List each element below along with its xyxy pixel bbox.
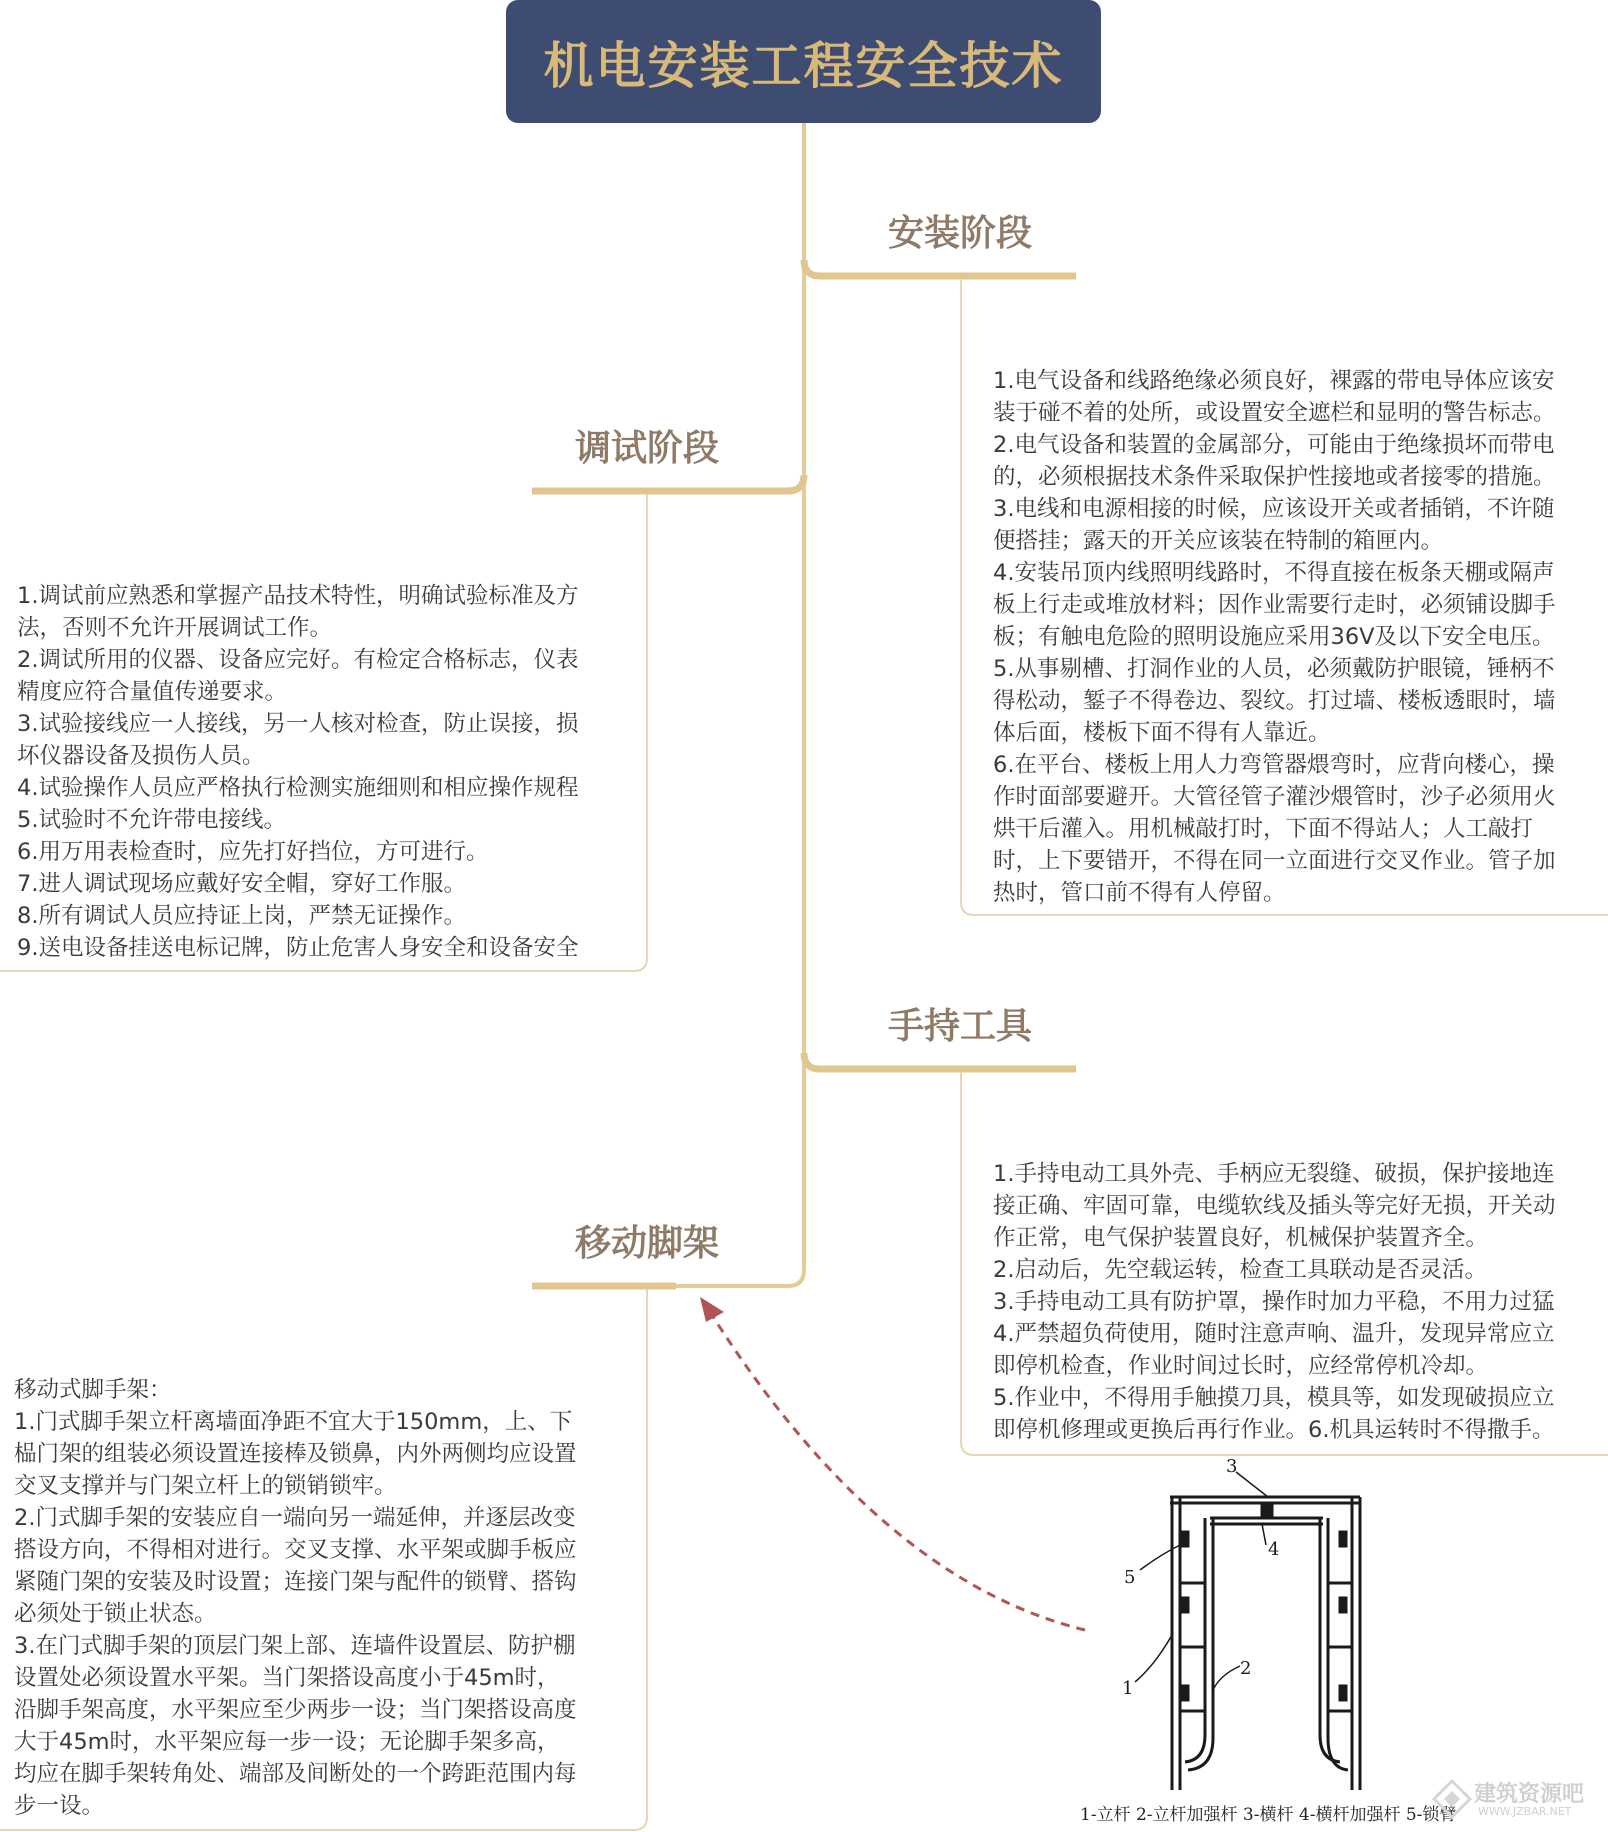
watermark-text: 建筑资源吧 [1474,1782,1585,1807]
scaffold-note-line: 设置处必须设置水平架。当门架搭设高度小于45m时， [14,1665,560,1691]
install-note-line: 板上行走或堆放材料；因作业需要行走时，必须铺设脚手 [993,592,1556,618]
scaffold-note-line: 沿脚手架高度，水平架应至少两步一设；当门架搭设高度 [14,1697,577,1723]
scaffold-note-line: 搭设方向，不得相对进行。交叉支撑、水平架或脚手板应 [14,1537,577,1563]
branch-debug-label: 调试阶段 [574,428,719,469]
tools-notes [993,1158,1556,1446]
tools-note-line: 作正常，电气保护装置良好，机械保护装置齐全。 [993,1225,1489,1251]
scaffold-note-line: 交叉支撑并与门架立杆上的锁销锁牢。 [14,1473,397,1499]
debug-note-line: 法，否则不允许开展调试工作。 [17,615,333,641]
install-note-line: 5.从事剔槽、打洞作业的人员，必须戴防护眼镜，锤柄不 [993,656,1555,682]
debug-note-line: 2.调试所用的仪器、设备应完好。有检定合格标志，仪表 [17,647,579,673]
install-note-line: 2.电气设备和装置的金属部分，可能由于绝缘损坏而带电 [993,432,1555,458]
connector-tools [804,1053,1076,1069]
door-scaffold-figure [1135,1472,1360,1790]
install-note-line: 板；有触电危险的照明设施应采用36V及以下安全电压。 [993,624,1555,650]
install-note-line: 热时，管口前不得有人停留。 [993,880,1286,906]
scaffold-note-line: 大于45m时，水平架应每一步一设；无论脚手架多高， [14,1729,560,1755]
debug-note-line: 6.用万用表检查时，应先打好挡位，方可进行。 [17,839,489,865]
tools-note-line: 3.手持电动工具有防护罩，操作时加力平稳，不用力过猛 [993,1289,1555,1315]
branch-tools-label: 手持工具 [887,1006,1032,1047]
scaffold-note-line: 均应在脚手架转角处、端部及间断处的一个跨距范围内每 [14,1761,577,1787]
tools-note-line: 5.作业中，不得用手触摸刀具，模具等，如发现破损应立 [993,1385,1555,1411]
debug-note-line: 1.调试前应熟悉和掌握产品技术特性，明确试验标准及方 [17,583,579,609]
install-note-line: 烘干后灌入。用机械敲打时，下面不得站人；人工敲打 [993,816,1534,842]
figure-label-1: 1 [1122,1678,1134,1699]
tools-note-line: 4.严禁超负荷使用，随时注意声响、温升，发现异常应立 [993,1321,1555,1347]
arrowhead-icon [700,1297,724,1322]
debug-notes [17,580,578,964]
watermark [1432,1775,1602,1825]
figure-label-4: 4 [1268,1539,1280,1560]
scaffold-note-line: 移动式脚手架： [14,1377,172,1403]
install-note-line: 得松动，錾子不得卷边、裂纹。打过墙、楼板透眼时，墙 [993,688,1556,714]
install-note-line: 时，上下要错开，不得在同一立面进行交叉作业。管子加 [993,848,1556,874]
scaffold-note-line: 1.门式脚手架立杆离墙面净距不宜大于150mm，上、下 [14,1409,573,1435]
install-note-line: 1.电气设备和线路绝缘必须良好，裸露的带电导体应该安 [993,368,1555,394]
connector-install [804,260,1076,276]
watermark-url: WWW.JZBAR.NET [1478,1805,1572,1818]
install-note-line: 4.安装吊顶内线照明线路时，不得直接在板条天棚或隔声 [993,560,1555,586]
scaffold-note-line: 必须处于锁止状态。 [14,1601,217,1627]
map-title: 机电安装工程安全技术 [506,0,1101,123]
debug-note-line: 精度应符合量值传递要求。 [17,679,288,705]
connector-debug [532,475,804,491]
install-note-line: 的，必须根据技术条件采取保护性接地或者接零的措施。 [993,464,1556,490]
branch-install-label: 安装阶段 [887,213,1032,254]
scaffold-note-line: 榀门架的组装必须设置连接棒及锁鼻，内外两侧均应设置 [14,1441,577,1467]
tools-note-line: 2.启动后，先空载运转，检查工具联动是否灵活。 [993,1257,1487,1283]
scaffold-notes [14,1374,577,1822]
figure-label-3: 3 [1226,1456,1238,1477]
debug-note-line: 3.试验接线应一人接线，另一人核对检查，防止误接，损 [17,711,579,737]
watermark-logo-icon [1432,1779,1472,1819]
install-notes [993,365,1556,909]
install-note-line: 作时面部要避开。大管径管子灌沙煨管时，沙子必须用火 [993,784,1556,810]
scaffold-note-line: 紧随门架的安装及时设置；连接门架与配件的锁臂、搭钩 [14,1569,577,1595]
scaffold-note-line: 2.门式脚手架的安装应自一端向另一端延伸，并逐层改变 [14,1505,576,1531]
debug-note-line: 9.送电设备挂送电标记牌，防止危害人身安全和设备安全 [17,935,579,961]
debug-note-line: 4.试验操作人员应严格执行检测实施细则和相应操作规程 [17,775,579,801]
debug-note-line: 5.试验时不允许带电接线。 [17,807,286,833]
debug-note-line: 8.所有调试人员应持证上岗，严禁无证操作。 [17,903,466,929]
tools-note-line: 1.手持电动工具外壳、手柄应无裂缝、破损，保护接地连 [993,1161,1555,1187]
install-note-line: 装于碰不着的处所，或设置安全遮栏和显明的警告标志。 [993,400,1556,426]
scaffold-note-line: 步一设。 [14,1793,105,1819]
tools-note-line: 接正确、牢固可靠，电缆软线及插头等完好无损，开关动 [993,1193,1556,1219]
debug-note-line: 7.进人调试现场应戴好安全帽，穿好工作服。 [17,871,466,897]
scaffold-note-line: 3.在门式脚手架的顶层门架上部、连墙件设置层、防护棚 [14,1633,576,1659]
debug-note-line: 坏仪器设备及损伤人员。 [17,743,265,769]
install-note-line: 3.电线和电源相接的时候，应该设开关或者插销，不许随 [993,496,1555,522]
install-note-line: 体后面，楼板下面不得有人靠近。 [993,720,1331,746]
figure-label-2: 2 [1240,1658,1252,1679]
figure-caption: 1-立杆 2-立杆加强杆 3-横杆 4-横杆加强杆 5-锁臂 [1080,1805,1457,1825]
install-note-line: 6.在平台、楼板上用人力弯管器煨弯时，应背向楼心，操 [993,752,1555,778]
install-note-line: 便搭挂；露天的开关应该装在特制的箱匣内。 [993,528,1444,554]
tools-note-line: 即停机修理或更换后再行作业。6.机具运转时不得撒手。 [993,1417,1555,1443]
tools-note-line: 即停机检查，作业时间过长时，应经常停机冷却。 [993,1353,1489,1379]
figure-label-5: 5 [1124,1567,1136,1588]
branch-scaffold-label: 移动脚架 [574,1223,719,1264]
